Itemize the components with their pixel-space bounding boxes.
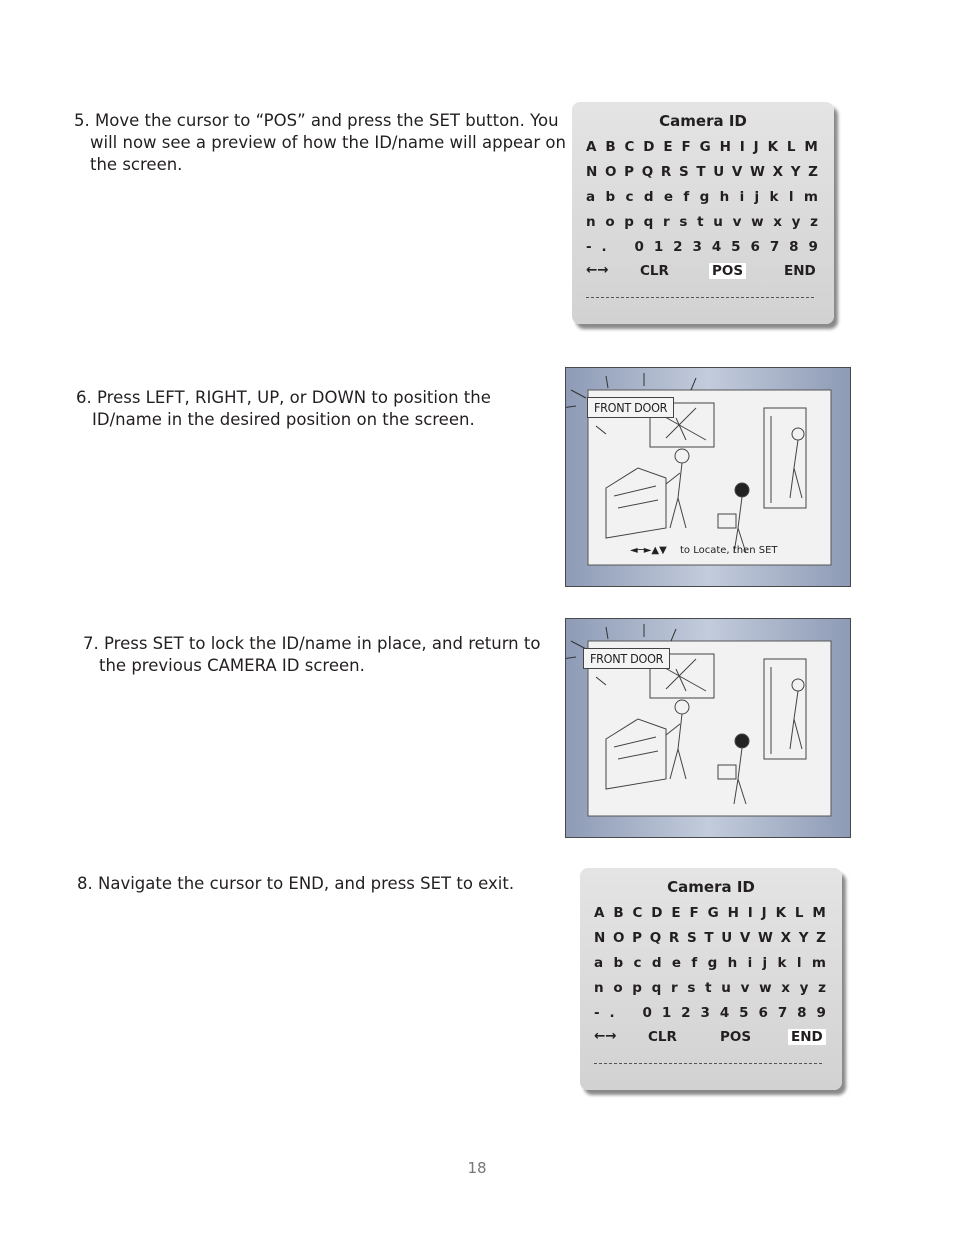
char-key[interactable]: U bbox=[713, 164, 725, 180]
char-key[interactable]: d bbox=[643, 189, 654, 205]
char-row-upper-2 bbox=[594, 928, 826, 948]
char-key[interactable]: Q bbox=[649, 930, 662, 946]
char-key[interactable]: e bbox=[671, 955, 682, 971]
step-6-text: 6. Press LEFT, RIGHT, UP, or DOWN to position the ID/name in the desired position on the screen. bbox=[76, 388, 491, 429]
char-key[interactable]: j bbox=[754, 189, 760, 205]
char-key[interactable]: C bbox=[632, 905, 643, 921]
char-key[interactable]: 4 bbox=[711, 239, 722, 255]
char-key[interactable]: S bbox=[678, 164, 689, 180]
char-row-upper-2 bbox=[586, 162, 818, 182]
position-preview-screen bbox=[565, 367, 851, 587]
char-key[interactable]: 3 bbox=[700, 1005, 710, 1021]
char-key[interactable]: B bbox=[613, 905, 624, 921]
id-entry-line bbox=[586, 297, 814, 298]
step-7-text: 7. Press SET to lock the ID/name in place, and return to the previous CAMERA ID screen. bbox=[83, 634, 541, 675]
char-key[interactable]: 8 bbox=[797, 1005, 807, 1021]
char-key[interactable]: b bbox=[605, 189, 616, 205]
char-key[interactable]: h bbox=[727, 955, 738, 971]
char-key[interactable]: 8 bbox=[789, 239, 799, 255]
char-key[interactable]: l bbox=[796, 955, 802, 971]
char-key[interactable]: L bbox=[794, 905, 804, 921]
pos-key-highlighted[interactable]: POS bbox=[709, 263, 746, 279]
char-key[interactable]: e bbox=[663, 189, 674, 205]
camera-id-title: Camera ID bbox=[659, 112, 747, 130]
char-row-lower-2 bbox=[594, 978, 826, 998]
char-key[interactable]: 7 bbox=[777, 1005, 788, 1021]
step-8-text: 8. Navigate the cursor to END, and press SET to exit. bbox=[77, 874, 515, 893]
char-key[interactable]: v bbox=[732, 214, 742, 230]
char-key[interactable]: U bbox=[721, 930, 733, 946]
char-key[interactable]: o bbox=[613, 980, 623, 996]
char-key[interactable]: T bbox=[696, 164, 706, 180]
char-key[interactable]: V bbox=[739, 930, 751, 946]
char-key[interactable]: F bbox=[681, 139, 691, 155]
locate-hint-arrows: ◄─►▲▼ bbox=[630, 545, 667, 556]
char-key[interactable]: - bbox=[586, 239, 592, 255]
char-key[interactable]: 5 bbox=[731, 239, 741, 255]
char-key[interactable]: a bbox=[586, 189, 596, 205]
char-key[interactable]: J bbox=[753, 139, 759, 155]
char-key[interactable]: m bbox=[811, 955, 826, 971]
cursor-arrows-key[interactable]: ←→ bbox=[594, 1028, 617, 1044]
char-key[interactable]: o bbox=[605, 214, 615, 230]
char-key[interactable]: O bbox=[604, 164, 617, 180]
char-key[interactable]: w bbox=[759, 980, 772, 996]
char-key[interactable]: G bbox=[707, 905, 719, 921]
char-key[interactable]: y bbox=[791, 214, 801, 230]
char-key[interactable]: u bbox=[721, 980, 731, 996]
char-key[interactable]: R bbox=[660, 164, 672, 180]
char-key[interactable]: B bbox=[605, 139, 616, 155]
char-key[interactable]: t bbox=[697, 214, 704, 230]
camera-id-menu-pos bbox=[572, 102, 834, 324]
char-key[interactable]: 7 bbox=[769, 239, 780, 255]
char-key[interactable]: W bbox=[758, 930, 773, 946]
char-key[interactable]: P bbox=[624, 164, 635, 180]
cursor-arrows-key[interactable]: ←→ bbox=[586, 262, 609, 278]
char-key[interactable]: q bbox=[651, 980, 662, 996]
locate-hint-text: to Locate, then SET bbox=[680, 545, 778, 556]
char-key[interactable]: s bbox=[679, 214, 688, 230]
char-key[interactable]: M bbox=[812, 905, 826, 921]
char-row-lower-1 bbox=[594, 953, 826, 973]
char-key[interactable]: T bbox=[704, 930, 714, 946]
char-key[interactable]: . bbox=[609, 1005, 615, 1021]
front-door-id-label: FRONT DOOR bbox=[583, 648, 670, 669]
page-number: 18 bbox=[467, 1159, 487, 1177]
clr-key[interactable]: CLR bbox=[648, 1029, 677, 1045]
char-key[interactable]: n bbox=[594, 980, 604, 996]
char-key[interactable]: 4 bbox=[719, 1005, 730, 1021]
pos-key[interactable]: POS bbox=[720, 1029, 752, 1045]
char-key[interactable]: Q bbox=[641, 164, 654, 180]
char-key[interactable]: l bbox=[788, 189, 794, 205]
char-key[interactable]: x bbox=[773, 214, 782, 230]
char-key[interactable]: H bbox=[727, 905, 739, 921]
char-key[interactable]: 3 bbox=[692, 239, 702, 255]
camera-id-menu-end bbox=[580, 868, 842, 1090]
char-key[interactable]: 9 bbox=[808, 239, 818, 255]
char-key[interactable]: D bbox=[651, 905, 663, 921]
char-key[interactable]: I bbox=[747, 905, 753, 921]
locked-preview-screen bbox=[565, 618, 851, 838]
char-key[interactable]: y bbox=[799, 980, 809, 996]
char-key[interactable]: N bbox=[594, 930, 606, 946]
char-key[interactable]: g bbox=[707, 955, 718, 971]
char-key[interactable]: I bbox=[739, 139, 745, 155]
char-key[interactable]: f bbox=[691, 955, 698, 971]
char-key[interactable]: u bbox=[713, 214, 723, 230]
clr-key[interactable]: CLR bbox=[640, 263, 669, 279]
char-key[interactable]: 1 bbox=[661, 1005, 672, 1021]
char-key[interactable]: Z bbox=[808, 164, 818, 180]
char-key[interactable]: C bbox=[624, 139, 635, 155]
char-key[interactable]: . bbox=[601, 239, 607, 255]
char-key[interactable]: 2 bbox=[681, 1005, 691, 1021]
char-key[interactable]: c bbox=[633, 955, 642, 971]
char-key[interactable]: v bbox=[740, 980, 750, 996]
char-key[interactable]: p bbox=[624, 214, 634, 230]
char-key[interactable]: A bbox=[594, 905, 605, 921]
char-key[interactable]: a bbox=[594, 955, 604, 971]
front-door-id-label[interactable]: FRONT DOOR bbox=[587, 397, 674, 418]
char-key[interactable]: i bbox=[747, 955, 753, 971]
step-5-text: 5. Move the cursor to “POS” and press the SET button. You will now see a preview of how the ID/name will appear on the screen. bbox=[74, 111, 566, 174]
char-key[interactable]: K bbox=[775, 905, 787, 921]
char-key[interactable]: N bbox=[586, 164, 598, 180]
char-key[interactable]: 5 bbox=[739, 1005, 749, 1021]
char-key[interactable]: J bbox=[761, 905, 767, 921]
char-row-lower-1 bbox=[586, 187, 818, 207]
char-key[interactable]: m bbox=[803, 189, 818, 205]
char-key[interactable]: 2 bbox=[673, 239, 683, 255]
char-key[interactable]: j bbox=[762, 955, 768, 971]
char-key[interactable]: Y bbox=[798, 930, 809, 946]
char-key[interactable]: F bbox=[689, 905, 699, 921]
char-key[interactable]: z bbox=[810, 214, 818, 230]
char-key[interactable]: r bbox=[663, 214, 670, 230]
char-key[interactable]: g bbox=[699, 189, 710, 205]
char-key[interactable]: E bbox=[671, 905, 681, 921]
char-key[interactable]: 9 bbox=[816, 1005, 826, 1021]
char-key[interactable]: X bbox=[772, 164, 784, 180]
char-key[interactable]: L bbox=[786, 139, 796, 155]
char-key[interactable]: h bbox=[719, 189, 730, 205]
char-key[interactable]: p bbox=[632, 980, 642, 996]
char-key[interactable]: W bbox=[750, 164, 765, 180]
end-key[interactable]: END bbox=[784, 263, 816, 279]
char-key[interactable]: P bbox=[632, 930, 643, 946]
char-key[interactable]: A bbox=[586, 139, 597, 155]
char-row-digits bbox=[586, 237, 818, 257]
char-key[interactable]: O bbox=[612, 930, 625, 946]
char-key[interactable]: R bbox=[668, 930, 680, 946]
char-key[interactable]: V bbox=[731, 164, 743, 180]
char-key[interactable]: b bbox=[613, 955, 624, 971]
char-key[interactable]: c bbox=[625, 189, 634, 205]
char-key[interactable]: r bbox=[671, 980, 678, 996]
char-key[interactable]: i bbox=[739, 189, 745, 205]
char-row-digits bbox=[594, 1003, 826, 1023]
char-key[interactable]: z bbox=[818, 980, 826, 996]
char-key[interactable]: 6 bbox=[750, 239, 760, 255]
char-key[interactable]: H bbox=[719, 139, 731, 155]
char-key[interactable]: Z bbox=[816, 930, 826, 946]
char-key[interactable]: x bbox=[781, 980, 790, 996]
char-row-upper-1 bbox=[586, 137, 818, 157]
char-key[interactable]: X bbox=[780, 930, 792, 946]
char-key[interactable]: 1 bbox=[653, 239, 664, 255]
char-row-lower-2 bbox=[586, 212, 818, 232]
char-key[interactable]: 0 bbox=[642, 1005, 652, 1021]
char-key[interactable]: q bbox=[643, 214, 654, 230]
char-key[interactable]: E bbox=[663, 139, 673, 155]
char-row-upper-1 bbox=[594, 903, 826, 923]
char-key[interactable]: w bbox=[751, 214, 764, 230]
char-key[interactable]: S bbox=[686, 930, 697, 946]
char-key[interactable]: 0 bbox=[634, 239, 644, 255]
char-key[interactable]: G bbox=[699, 139, 711, 155]
char-key[interactable]: k bbox=[769, 189, 779, 205]
char-key[interactable]: D bbox=[643, 139, 655, 155]
char-key[interactable]: s bbox=[687, 980, 696, 996]
char-key[interactable]: k bbox=[777, 955, 787, 971]
char-key[interactable]: 6 bbox=[758, 1005, 768, 1021]
char-key[interactable]: K bbox=[767, 139, 779, 155]
char-key[interactable]: d bbox=[651, 955, 662, 971]
char-key[interactable]: f bbox=[683, 189, 690, 205]
id-entry-line bbox=[594, 1063, 822, 1064]
char-key[interactable]: n bbox=[586, 214, 596, 230]
char-key[interactable]: t bbox=[705, 980, 712, 996]
end-key-highlighted[interactable]: END bbox=[788, 1029, 826, 1045]
char-key[interactable]: Y bbox=[790, 164, 801, 180]
camera-id-title: Camera ID bbox=[667, 878, 755, 896]
char-key[interactable]: M bbox=[804, 139, 818, 155]
char-key[interactable]: - bbox=[594, 1005, 600, 1021]
